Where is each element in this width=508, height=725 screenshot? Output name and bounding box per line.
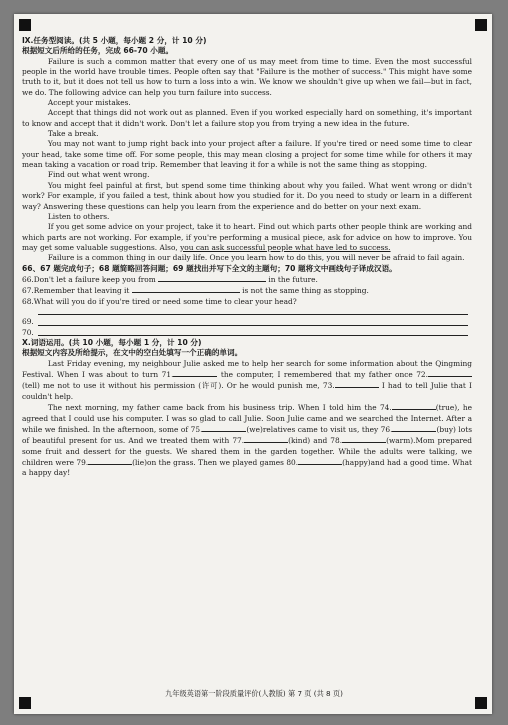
passage-text: If you get some advice on your project, take it to heart. Find out which parts other people think are working and which parts are not working. For example, if you're performing a musical piece, ask for advice on how to improve. You may get some valuable suggestions. Also, [22,222,472,252]
question-66 [22,274,472,285]
answer-blank-79[interactable] [88,457,132,465]
passage-subheading: Find out what went wrong. [47,170,150,180]
passage-subheading: Accept your mistakes. [47,98,131,108]
answer-blank-71[interactable] [173,369,217,377]
passage-subheading: Take a break. [47,129,99,139]
cloze-paragraph: Last Friday evening, my neighbour Julie asked me to help her search for some information about the Qingming Festival. When I was about to turn 71. the computer, I remembered that my father once 72. (tell) me not to use it without his permission (许可). Or he would punish me, 73. I had to tell Julie that I couldn't help. [22,358,472,401]
answer-blank-77[interactable] [244,435,288,443]
question-68: 68.What will you do if you're tired or need some time to clear your head? [22,296,297,306]
task-instruction: 66、67 题完成句子；68 题简略回答问题；69 题找出并写下全文的主题句；70 题将文中画线句子译成汉语。 [22,263,397,273]
passage-paragraph: Failure is a common thing in our daily life. Once you learn how to do this, you will never be afraid to fail again. [47,253,465,263]
answer-blank-72[interactable] [428,369,472,377]
passage-paragraph: Accept that things did not work out as planned. Even if you worked especially hard on something, it's important to know and accept that it didn't work. Don't let a failure stop you from trying a new idea in the future. [22,108,472,128]
answer-blank-74[interactable] [392,402,436,410]
section-9-instruction: 根据短文后所给的任务，完成 66-70 小题。 [22,46,174,56]
page-footer: 九年级英语第一阶段质量评价(人教版) 第 7 页 (共 8 页) [165,689,343,698]
section-10-title: Ⅹ.词语运用。(共 10 小题，每小题 1 分，计 10 分) [22,338,202,348]
question-67 [22,285,472,296]
passage-paragraph: You may not want to jump right back into your project after a failure. If you're tired or need some time to clear your head, take some time off. For some people, this may mean closing a project for some time while for others it may mean taking a vacation or road trip. Remember that leaving it for a while is not the same thing as stopping. [22,139,472,170]
underlined-sentence: you can ask successful people what have led to success. [180,242,391,252]
answer-blank-66[interactable] [158,274,266,282]
answer-line-68[interactable] [22,307,472,317]
answer-blank-80[interactable] [298,457,342,465]
answer-blank-67[interactable] [132,285,240,293]
corner-mark-top-right [475,19,487,31]
question-text: in the future. [268,274,318,284]
answer-blank-76[interactable] [392,424,436,432]
question-text: 66.Don't let a failure keep you from [22,274,156,284]
question-69[interactable]: 69. [22,317,472,327]
corner-mark-top-left [19,19,31,31]
answer-blank-78[interactable] [342,435,386,443]
passage-paragraph [22,222,472,253]
cloze-paragraph: The next morning, my father came back from his business trip. When I told him the 74. (true), he agreed that I could use his computer. I was so glad to call Julie. Soon Julie came and we searched the Internet. After a while we finished. In the afternoon, some of 75. (we)relatives came to visit us, they 76. (buy) lots of beautiful present for us. And we treated them with 77. (kind) and 78. (warm).Mom prepared some fruit and dessert for the guests. We shared them in the garden together. While the adults were talking, we children were 79. (lie)on the grass. Then we played games 80. (happy)and had a good time. What a happy day! [22,403,473,478]
question-70[interactable]: 70. [22,328,472,338]
exam-content [22,36,472,479]
passage-subheading: Listen to others. [47,211,110,221]
section-9-title: Ⅸ.任务型阅读。(共 5 小题，每小题 2 分，计 10 分) [22,36,207,45]
question-text: 67.Remember that leaving it [22,286,130,296]
section-10-instruction: 根据短文内容及所给提示，在文中的空白处填写一个正确的单词。 [22,348,243,358]
answer-blank-73[interactable] [335,380,379,388]
question-text: is not the same thing as stopping. [242,286,369,296]
passage-paragraph: Failure is such a common matter that every one of us may meet from time to time. Even the most successful people in the world have trouble times. People often say that "Failure is the mother of success." This might have some truth to it, but it does not tell us how to turn a loss into a win. We know we shouldn't give up when we fail—but in fact, we do. The following advice can help you turn failure into success. [22,56,472,97]
passage-paragraph: You might feel painful at first, but spend some time thinking about why you failed. What went wrong or didn't work? For example, if you failed a test, think about how you studied for it. Do you need to study or learn in a different way? Answering these questions can help you learn from the experience and do better on your next exam. [22,180,472,211]
answer-blank-75[interactable] [202,424,246,432]
